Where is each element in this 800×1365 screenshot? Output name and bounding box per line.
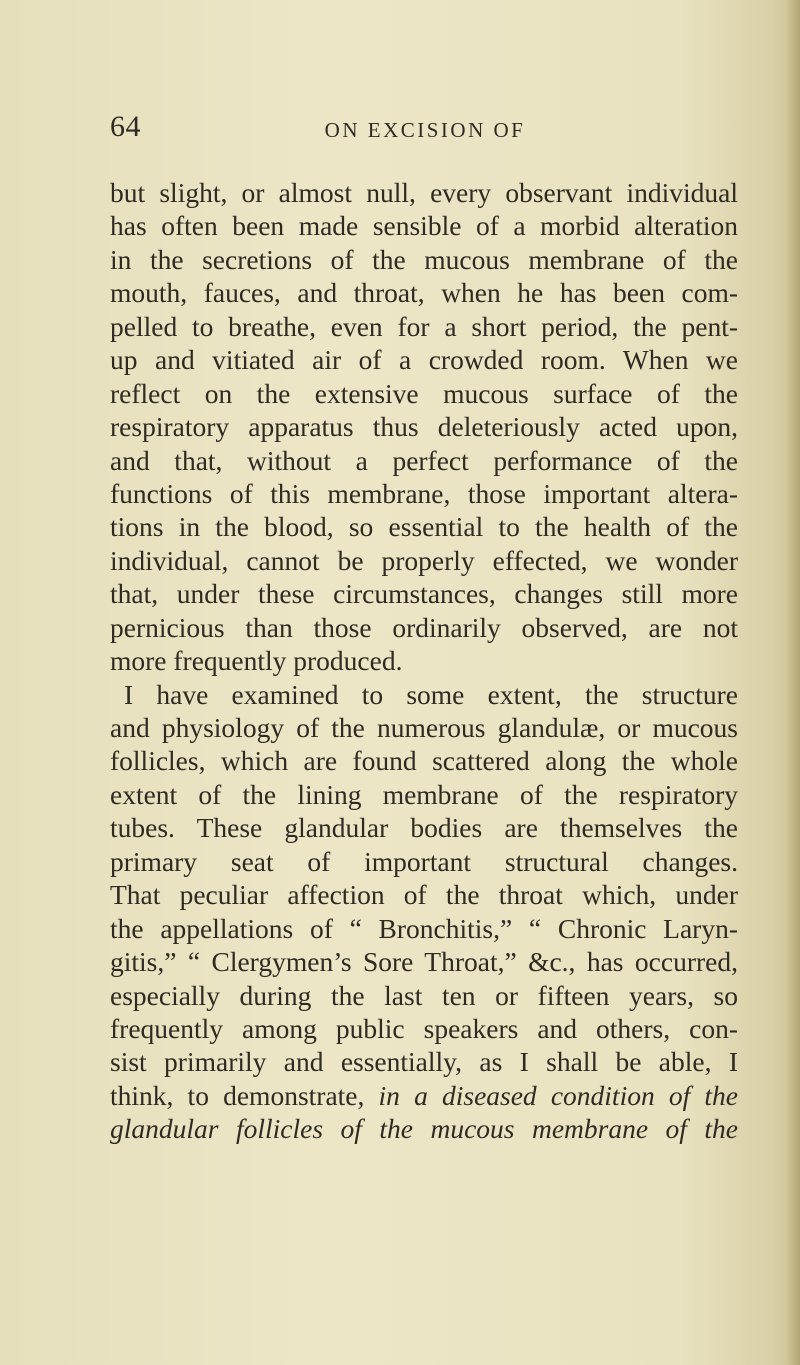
italic-segment: in a diseased condition of the xyxy=(378,1079,738,1111)
text-line: sist primarily and essentially, as I shall be able, I xyxy=(110,1046,738,1078)
text-line: reflect on the extensive mucous surface of the xyxy=(110,377,738,409)
page-number: 64 xyxy=(110,110,141,143)
paragraph-end-line: more frequently produced. xyxy=(110,645,403,677)
text-line: that, under these circumstances, changes still more xyxy=(110,578,738,610)
text-line: tubes. These glandular bodies are themselves the xyxy=(110,812,738,844)
text-line: and that, without a perfect performance of the xyxy=(110,444,738,476)
text-line: frequently among public speakers and others, con- xyxy=(110,1012,738,1044)
text-line: That peculiar affection of the throat which, under xyxy=(110,879,738,911)
text-line: primary seat of important structural changes. xyxy=(110,845,738,877)
text-line: functions of this membrane, those important altera- xyxy=(110,477,738,509)
text-line: has often been made sensible of a morbid alteration xyxy=(110,210,738,242)
text-line: and physiology of the numerous glandulæ, or mucous xyxy=(110,712,738,743)
text-line: in the secretions of the mucous membrane of the xyxy=(110,243,738,275)
text-line: pelled to breathe, even for a short period, the pent- xyxy=(110,310,738,342)
text-line: pernicious than those ordinarily observed, are not xyxy=(110,611,738,643)
text-line: especially during the last ten or fifteen years, so xyxy=(110,979,738,1011)
body-text xyxy=(110,176,800,1146)
text-line: tions in the blood, so essential to the health of the xyxy=(110,511,738,543)
text-line: individual, cannot be properly effected, we wonder xyxy=(110,544,738,576)
text-line: respiratory apparatus thus deleteriously acted upon, xyxy=(110,411,738,443)
text-line: but slight, or almost null, every observant individual xyxy=(110,177,738,208)
text-line: follicles, which are found scattered along the whole xyxy=(110,745,738,777)
italic-segment: glandular follicles of the mucous membrane of the xyxy=(110,1113,738,1145)
paragraph-start-line: I have examined to some extent, the structure xyxy=(124,678,738,710)
plain-segment: think, to demonstrate, xyxy=(110,1079,379,1111)
italic-line xyxy=(110,1112,738,1145)
running-head: ON EXCISION OF xyxy=(324,118,526,142)
text-line: extent of the lining membrane of the respiratory xyxy=(110,778,738,810)
text-line: mouth, fauces, and throat, when he has been com- xyxy=(110,277,738,309)
text-line: gitis,” “ Clergymen’s Sore Throat,” &c., has occurred, xyxy=(110,946,738,978)
text-line: up and vitiated air of a crowded room. When we xyxy=(110,344,738,376)
mixed-italic-line xyxy=(110,1079,738,1112)
text-line: the appellations of “ Bronchitis,” “ Chronic Laryn- xyxy=(110,912,738,944)
